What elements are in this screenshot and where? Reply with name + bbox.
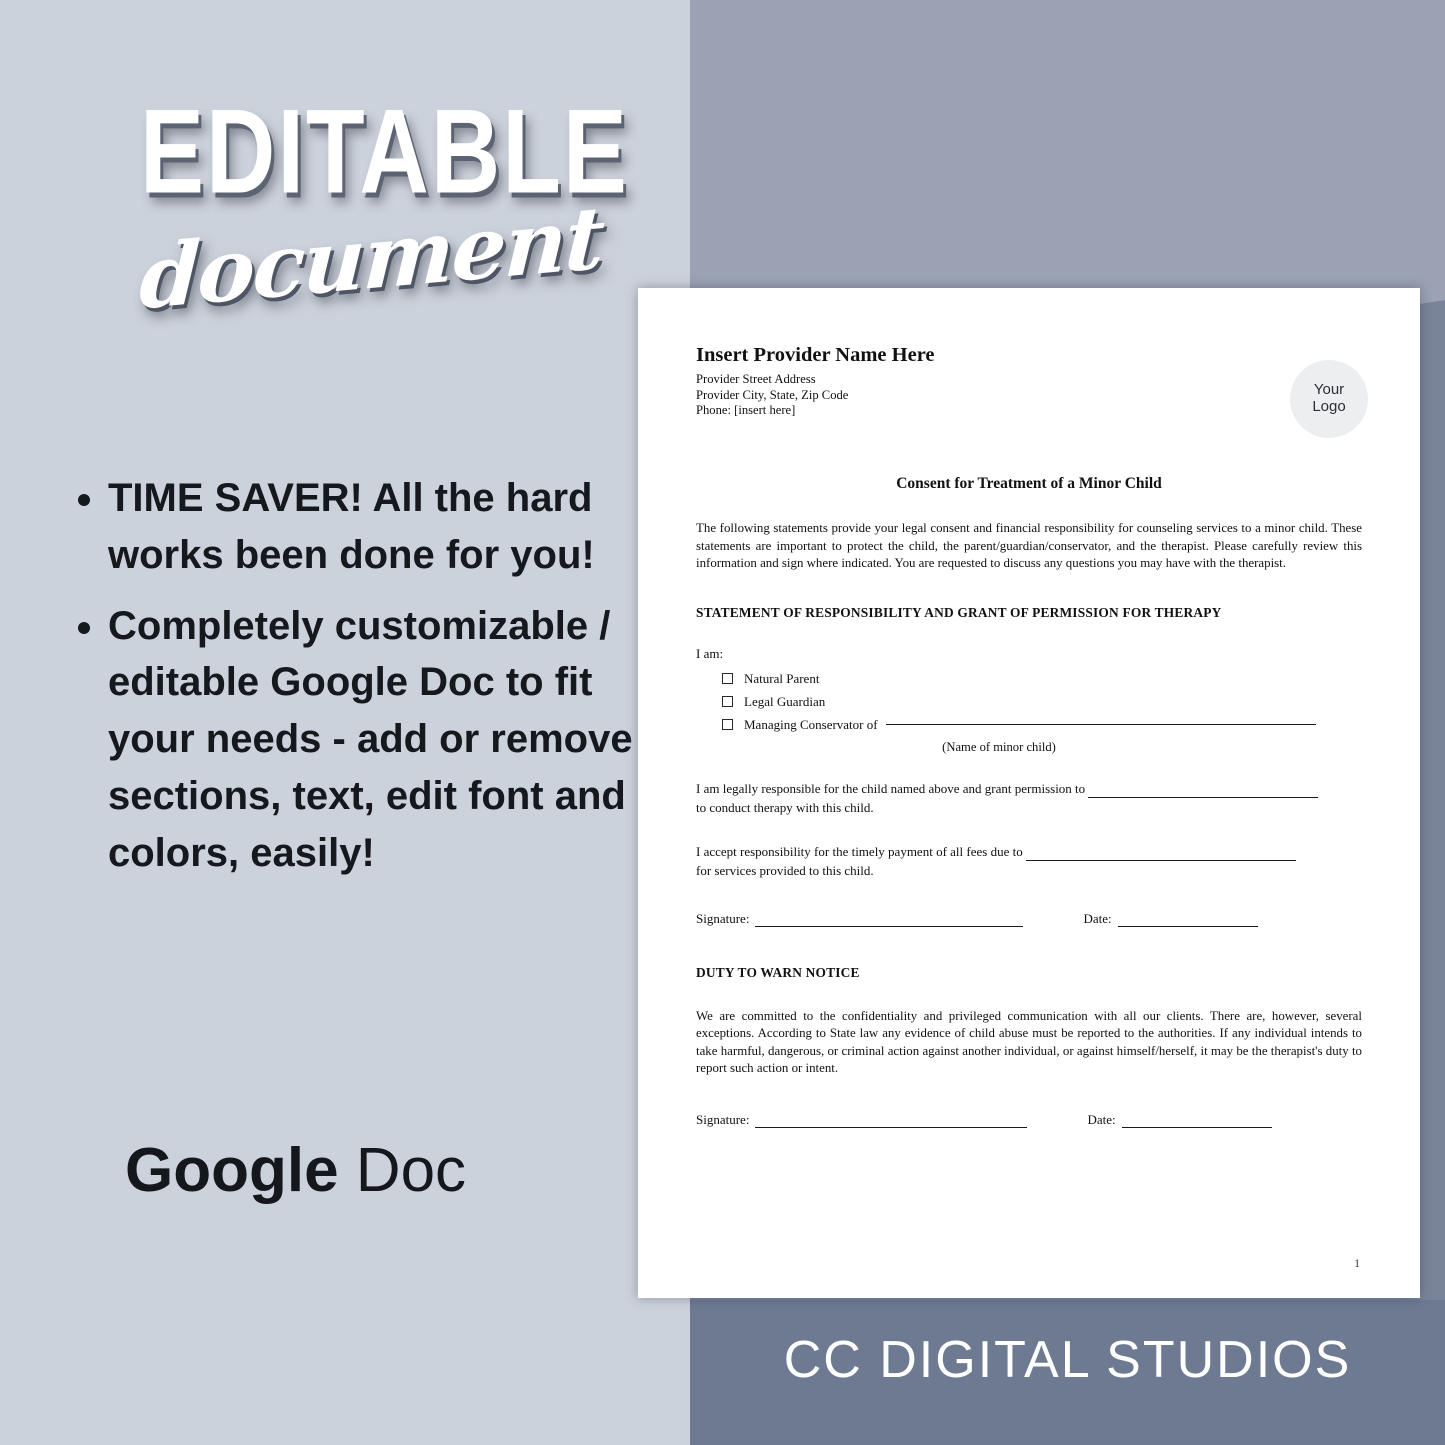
signature-label: Signature: bbox=[696, 910, 750, 926]
signature-label: Signature: bbox=[696, 1112, 750, 1128]
provider-name: Insert Provider Name Here bbox=[696, 344, 935, 366]
payment-text-line1: I accept responsibility for the timely payment of all fees due to bbox=[696, 843, 1023, 859]
i-am-label: I am: bbox=[696, 645, 724, 661]
checkbox-icon[interactable] bbox=[722, 696, 733, 707]
logo-line-2: Logo bbox=[1312, 398, 1346, 415]
format-label-bold: Google bbox=[125, 1136, 339, 1205]
promo-bullet-list bbox=[60, 470, 660, 896]
headline-script-document: document bbox=[137, 187, 606, 330]
checkbox-icon[interactable] bbox=[722, 673, 733, 684]
role-checkbox-list bbox=[722, 671, 1362, 733]
provider-city-state-zip: Provider City, State, Zip Code bbox=[696, 387, 849, 402]
minor-name-caption: (Name of minor child) bbox=[942, 739, 1056, 754]
checkbox-label: Legal Guardian bbox=[744, 693, 826, 709]
responsibility-text-line2: to conduct therapy with this child. bbox=[696, 800, 874, 816]
logo-placeholder bbox=[1290, 360, 1368, 438]
responsibility-text-line1: I am legally responsible for the child named above and grant permission to bbox=[696, 780, 1086, 796]
format-label-light: Doc bbox=[355, 1136, 467, 1205]
section-heading-responsibility: STATEMENT OF RESPONSIBILITY AND GRANT OF PERMISSION FOR THERAPY bbox=[696, 604, 1222, 620]
list-item: • TIME SAVER! All the hard works been done for you! bbox=[108, 470, 660, 584]
format-label bbox=[125, 1135, 466, 1206]
duty-to-warn-paragraph: We are committed to the confidentiality and privileged communication with all our clients. There are, however, several exceptions. According to State law any evidence of child abuse must be reported to the authorities. If any individual intends to take harmful, dangerous, or criminal action against another individual, or against himself/herself, it may be the therapist's duty to report such action or intent. bbox=[696, 1008, 1362, 1076]
document-title: Consent for Treatment of a Minor Child bbox=[896, 475, 1162, 493]
fill-in-line-minor-name[interactable] bbox=[886, 724, 1316, 725]
signature-row-1 bbox=[696, 911, 1362, 927]
fill-in-line-payee[interactable] bbox=[1026, 860, 1296, 861]
fill-in-line-therapist[interactable] bbox=[1088, 797, 1318, 798]
logo-line-1: Your bbox=[1313, 381, 1345, 399]
brand-name: CC DIGITAL STUDIOS bbox=[783, 1331, 1352, 1389]
signature-line[interactable] bbox=[755, 926, 1023, 927]
headline-editable: EDITABLE bbox=[140, 85, 629, 219]
date-label: Date: bbox=[1087, 1112, 1116, 1128]
document-page bbox=[638, 288, 1420, 1298]
checkbox-row-natural-parent[interactable] bbox=[722, 671, 1362, 687]
list-item: • Completely customizable / editable Google Doc to fit your needs - add or remove sections, text, edit font and colors, easily! bbox=[108, 598, 660, 882]
section-heading-duty-to-warn: DUTY TO WARN NOTICE bbox=[696, 964, 860, 980]
provider-phone: Phone: [insert here] bbox=[696, 403, 796, 418]
date-label: Date: bbox=[1083, 910, 1112, 926]
checkbox-icon[interactable] bbox=[722, 719, 733, 730]
provider-address: Provider Street Address bbox=[696, 372, 816, 386]
checkbox-row-legal-guardian[interactable] bbox=[722, 694, 1362, 710]
document-header bbox=[696, 344, 1362, 419]
page-number: 1 bbox=[1354, 1258, 1360, 1270]
date-line[interactable] bbox=[1118, 926, 1258, 927]
date-line[interactable] bbox=[1122, 1127, 1272, 1128]
signature-line[interactable] bbox=[755, 1127, 1027, 1128]
payment-statement bbox=[696, 842, 1362, 881]
checkbox-label: Natural Parent bbox=[744, 670, 820, 686]
promo-headline bbox=[137, 85, 660, 330]
document-intro-paragraph: The following statements provide your legal consent and financial responsibility for counseling services to a minor child. These statements are important to protect the child, the parent/guardian/conservator, and the therapist. Please carefully review this information and sign where indicated. You are requested to discuss any questions you may have with the therapist. bbox=[696, 521, 1362, 571]
signature-row-2 bbox=[696, 1112, 1362, 1128]
payment-text-line2: for services provided to this child. bbox=[696, 863, 874, 879]
checkbox-label: Managing Conservator of bbox=[744, 716, 878, 732]
checkbox-row-managing-conservator[interactable] bbox=[722, 717, 1362, 733]
responsibility-statement bbox=[696, 779, 1362, 818]
